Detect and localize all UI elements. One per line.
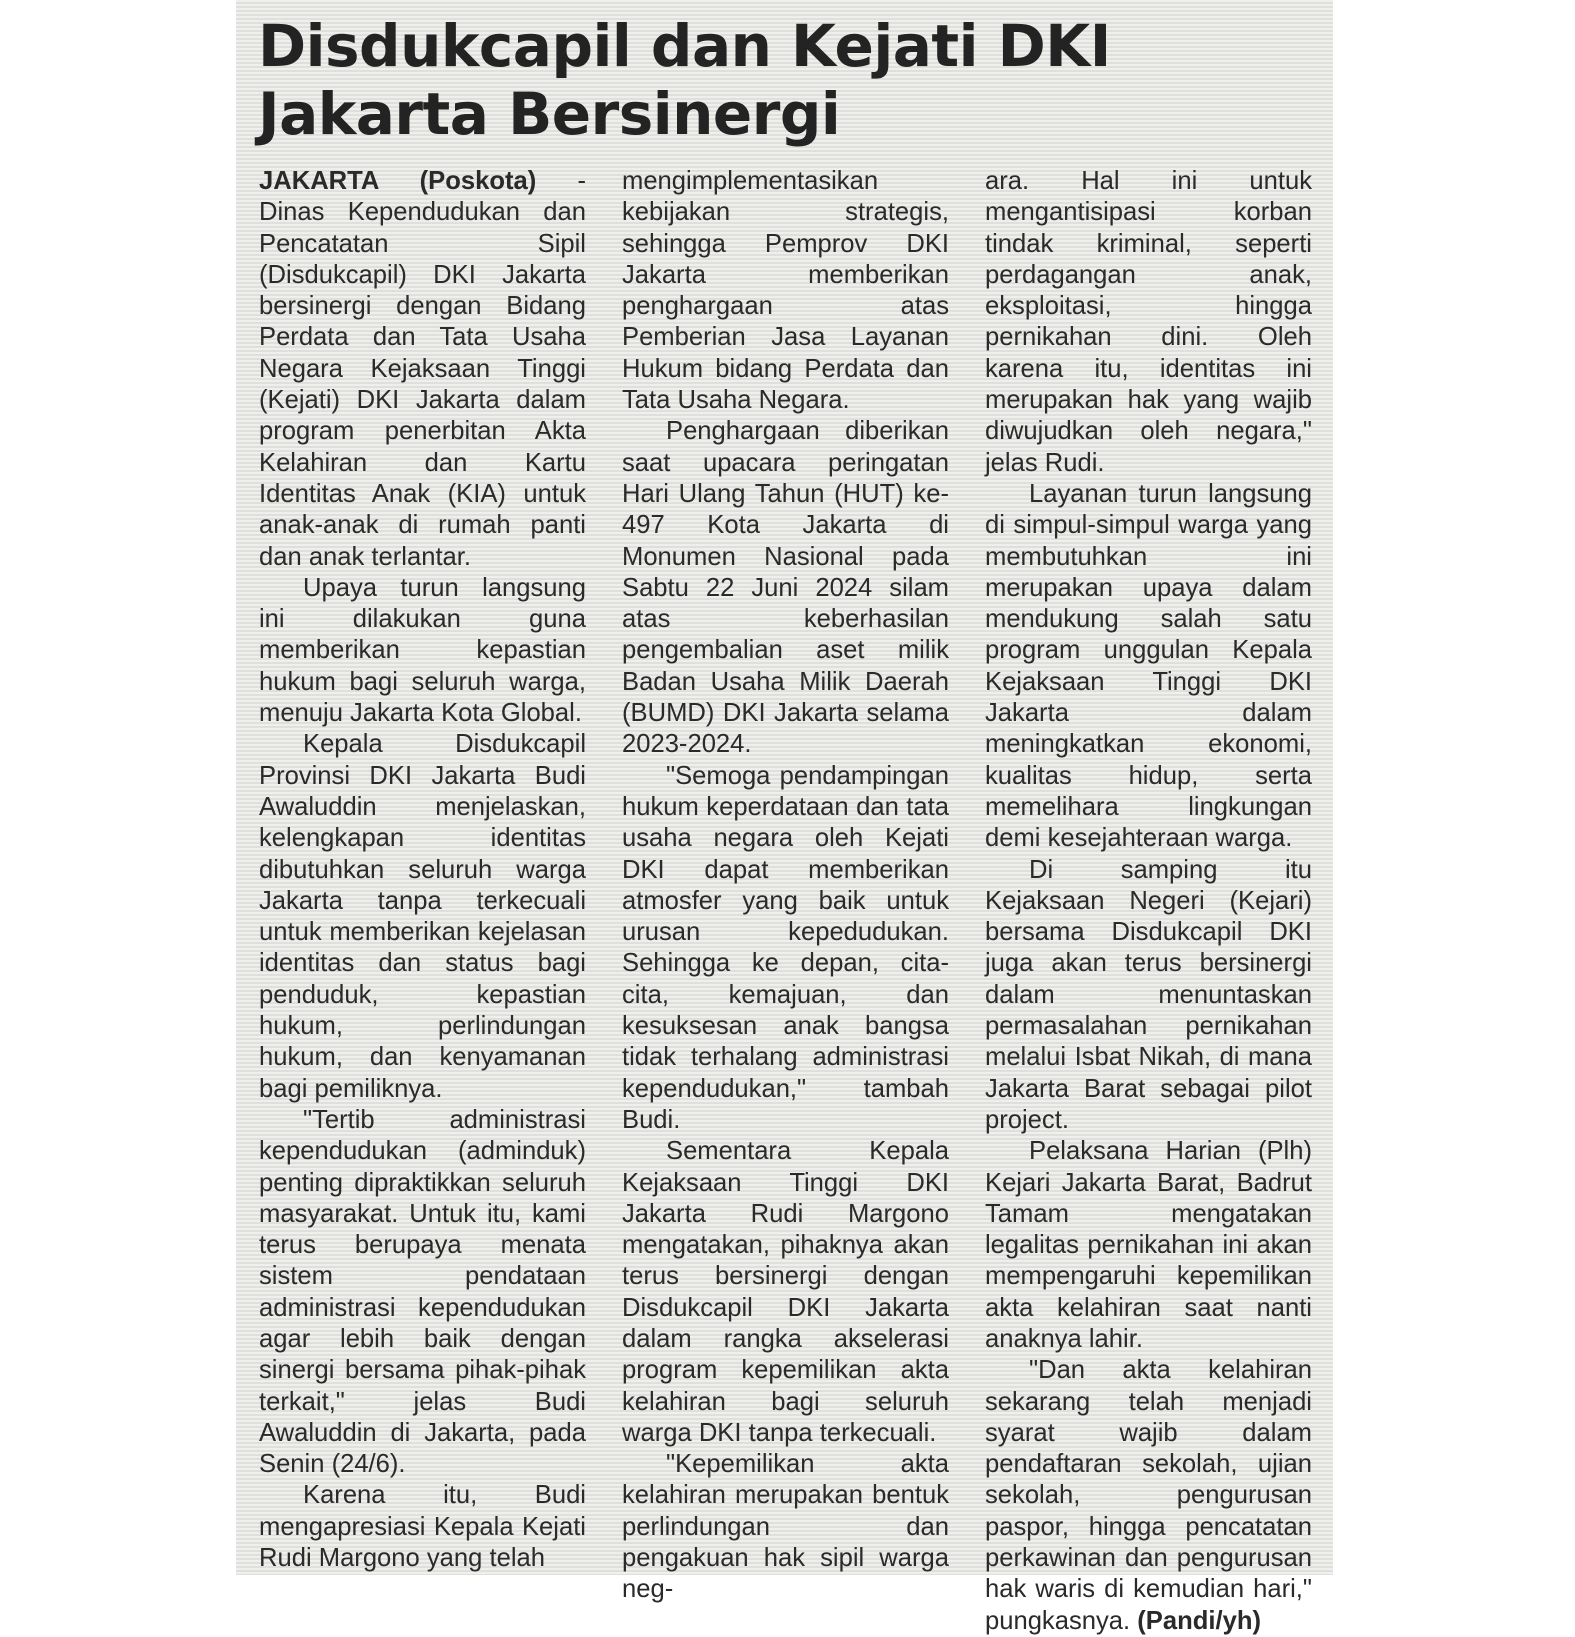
paragraph-12: Layanan turun langsung di simpul-simpul warga yang membutuhkan ini merupakan upaya dalam mendukung salah satu program unggulan Kepala Kejaksaan Tinggi DKI Jakarta dalam meningkatkan ekonomi, kualitas hidup, serta memelihara lingkungan demi kesejahteraan warga. [985,479,1312,853]
paragraph-11: ara. Hal ini untuk mengantisipasi korban tindak kriminal, seperti perdagangan anak, eksploitasi, hingga pernikahan dini. Oleh karena itu, identitas ini merupakan hak yang wajib diwujudkan oleh negara," jelas Rudi. [985,167,1312,477]
paragraph-7: Penghargaan diberikan saat upacara peringatan Hari Ulang Tahun (HUT) ke-497 Kota Jakarta di Monumen Nasional pada Sabtu 22 Juni 2024 silam atas keberhasilan pengembalian aset milik Badan Usaha Milik Daerah (BUMD) DKI Jakarta selama 2023-2024. [622,417,949,759]
article-column-1 [259,166,586,1574]
paragraph-4: "Tertib administrasi kependudukan (adminduk) penting dipraktikkan seluruh masyarakat. Untuk itu, kami terus berupaya menata sistem pendataan administrasi kependudukan agar lebih baik dengan sinergi bersama pihak-pihak terkait," jelas Budi Awaluddin di Jakarta, pada Senin (24/6). [259,1105,586,1479]
article-column-2 [622,166,949,1606]
article-column-3 [985,166,1312,1637]
paragraph-10: "Kepemilikan akta kelahiran merupakan bentuk perlindungan dan pengakuan hak sipil warga neg- [622,1450,949,1604]
paragraph-8: "Semoga pendampingan hukum keperdataan dan tata usaha negara oleh Kejati DKI dapat memberikan atmosfer yang baik untuk urusan kepedudukan. Sehingga ke depan, cita-cita, kemajuan, dan kesuksesan anak bangsa tidak terhalang administrasi kependudukan," tambah Budi. [622,761,949,1134]
paragraph-15 [985,1355,1312,1637]
paragraph-6: mengimplementasikan kebijakan strategis, sehingga Pemprov DKI Jakarta memberikan penghargaan atas Pemberian Jasa Layanan Hukum bidang Perdata dan Tata Usaha Negara. [622,167,949,415]
paragraph-1-text: - Dinas Kependudukan dan Pencatatan Sipil (Disdukcapil) DKI Jakarta bersinergi dengan Bidang Perdata dan Tata Usaha Negara Kejaksaan Tinggi (Kejati) DKI Jakarta dalam program penerbitan Akta Kelahiran dan Kartu Identitas Anak (KIA) untuk anak-anak di rumah panti dan anak terlantar. [259,167,587,571]
author-credit: (Pandi/yh) [1137,1606,1261,1635]
newspaper-clipping [236,0,1333,1635]
article-headline: Disdukcapil dan Kejati DKI Jakarta Bersinergi [258,12,1111,148]
paragraph-2: Upaya turun langsung ini dilakukan guna memberikan kepastian hukum bagi seluruh warga, menuju Jakarta Kota Global. [259,573,586,728]
paragraph-1 [259,166,586,573]
paragraph-9: Sementara Kepala Kejaksaan Tinggi DKI Jakarta Rudi Margono mengatakan, pihaknya akan terus bersinergi dengan Disdukcapil DKI Jakarta dalam rangka akselerasi program kepemilikan akta kelahiran bagi seluruh warga DKI tanpa terkecuali. [622,1137,949,1447]
dateline: JAKARTA (Poskota) [259,167,537,195]
paragraph-13: Di samping itu Kejaksaan Negeri (Kejari) bersama Disdukcapil DKI juga akan terus bersinergi dalam menuntaskan permasalahan pernikahan melalui Isbat Nikah, di mana Jakarta Barat sebagai pilot project. [985,855,1312,1134]
paragraph-5: Karena itu, Budi mengapresiasi Kepala Kejati Rudi Margono yang telah [259,1481,586,1573]
paragraph-14: Pelaksana Harian (Plh) Kejari Jakarta Barat, Badrut Tamam mengatakan legalitas pernikahan ini akan mempengaruhi kepemilikan akta kelahiran saat nanti anaknya lahir. [985,1137,1312,1353]
paragraph-15-text: "Dan akta kelahiran sekarang telah menjadi syarat wajib dalam pendaftaran sekolah, ujian sekolah, pengurusan paspor, hingga pencatatan perkawinan dan pengurusan hak waris di kemudian hari," pungkasnya. [985,1356,1312,1635]
paragraph-3: Kepala Disdukcapil Provinsi DKI Jakarta Budi Awaluddin menjelaskan, kelengkapan identitas dibutuhkan seluruh warga Jakarta tanpa terkecuali untuk memberikan kejelasan identitas dan status bagi penduduk, kepastian hukum, perlindungan hukum, dan kenyamanan bagi pemiliknya. [259,730,586,1103]
